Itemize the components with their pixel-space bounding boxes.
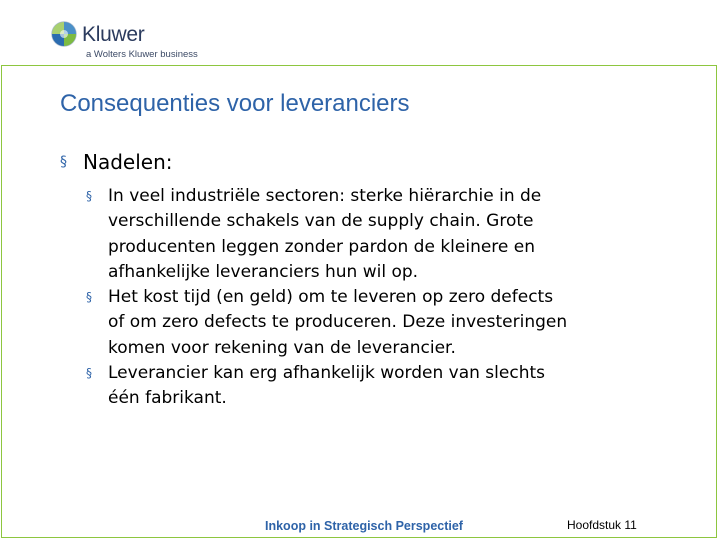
kluwer-logo xyxy=(50,20,250,64)
bullet-level1-text: Nadelen: xyxy=(83,150,173,174)
footer-course-title: Inkoop in Strategisch Perspectief xyxy=(265,519,463,533)
list-item-line: Het kost tijd (en geld) om te leveren op zero defects xyxy=(108,287,554,308)
list-item-line: komen voor rekening van de leverancier. xyxy=(108,337,456,358)
logo-tagline: a Wolters Kluwer business xyxy=(86,49,198,60)
list-item xyxy=(86,285,686,361)
bullet-icon: § xyxy=(86,290,92,305)
kluwer-globe-icon xyxy=(50,20,78,48)
bullet-icon: § xyxy=(86,366,92,381)
list-item-line: Leverancier kan erg afhankelijk worden van slechts xyxy=(108,363,545,384)
bullet-icon: § xyxy=(86,189,92,203)
logo-wordmark: Kluwer xyxy=(82,23,145,46)
list-item-line: producenten leggen zonder pardon de kleinere en xyxy=(108,236,536,257)
list-item-line: één fabrikant. xyxy=(108,388,227,409)
list-item-line: verschillende schakels van de supply chain. Grote xyxy=(108,211,534,232)
list-item xyxy=(86,184,686,285)
bullet-level2-list xyxy=(86,184,686,412)
list-item-line: In veel industriële sectoren: sterke hiërarchie in de xyxy=(108,186,542,206)
list-item-line: afhankelijke leveranciers hun wil op. xyxy=(108,261,419,282)
list-item-line: of om zero defects te produceren. Deze investeringen xyxy=(108,312,568,333)
slide-title: Consequenties voor leveranciers xyxy=(60,90,410,117)
footer-chapter: Hoofdstuk 11 xyxy=(567,518,637,532)
list-item xyxy=(86,361,686,412)
bullet-icon: § xyxy=(60,154,67,170)
